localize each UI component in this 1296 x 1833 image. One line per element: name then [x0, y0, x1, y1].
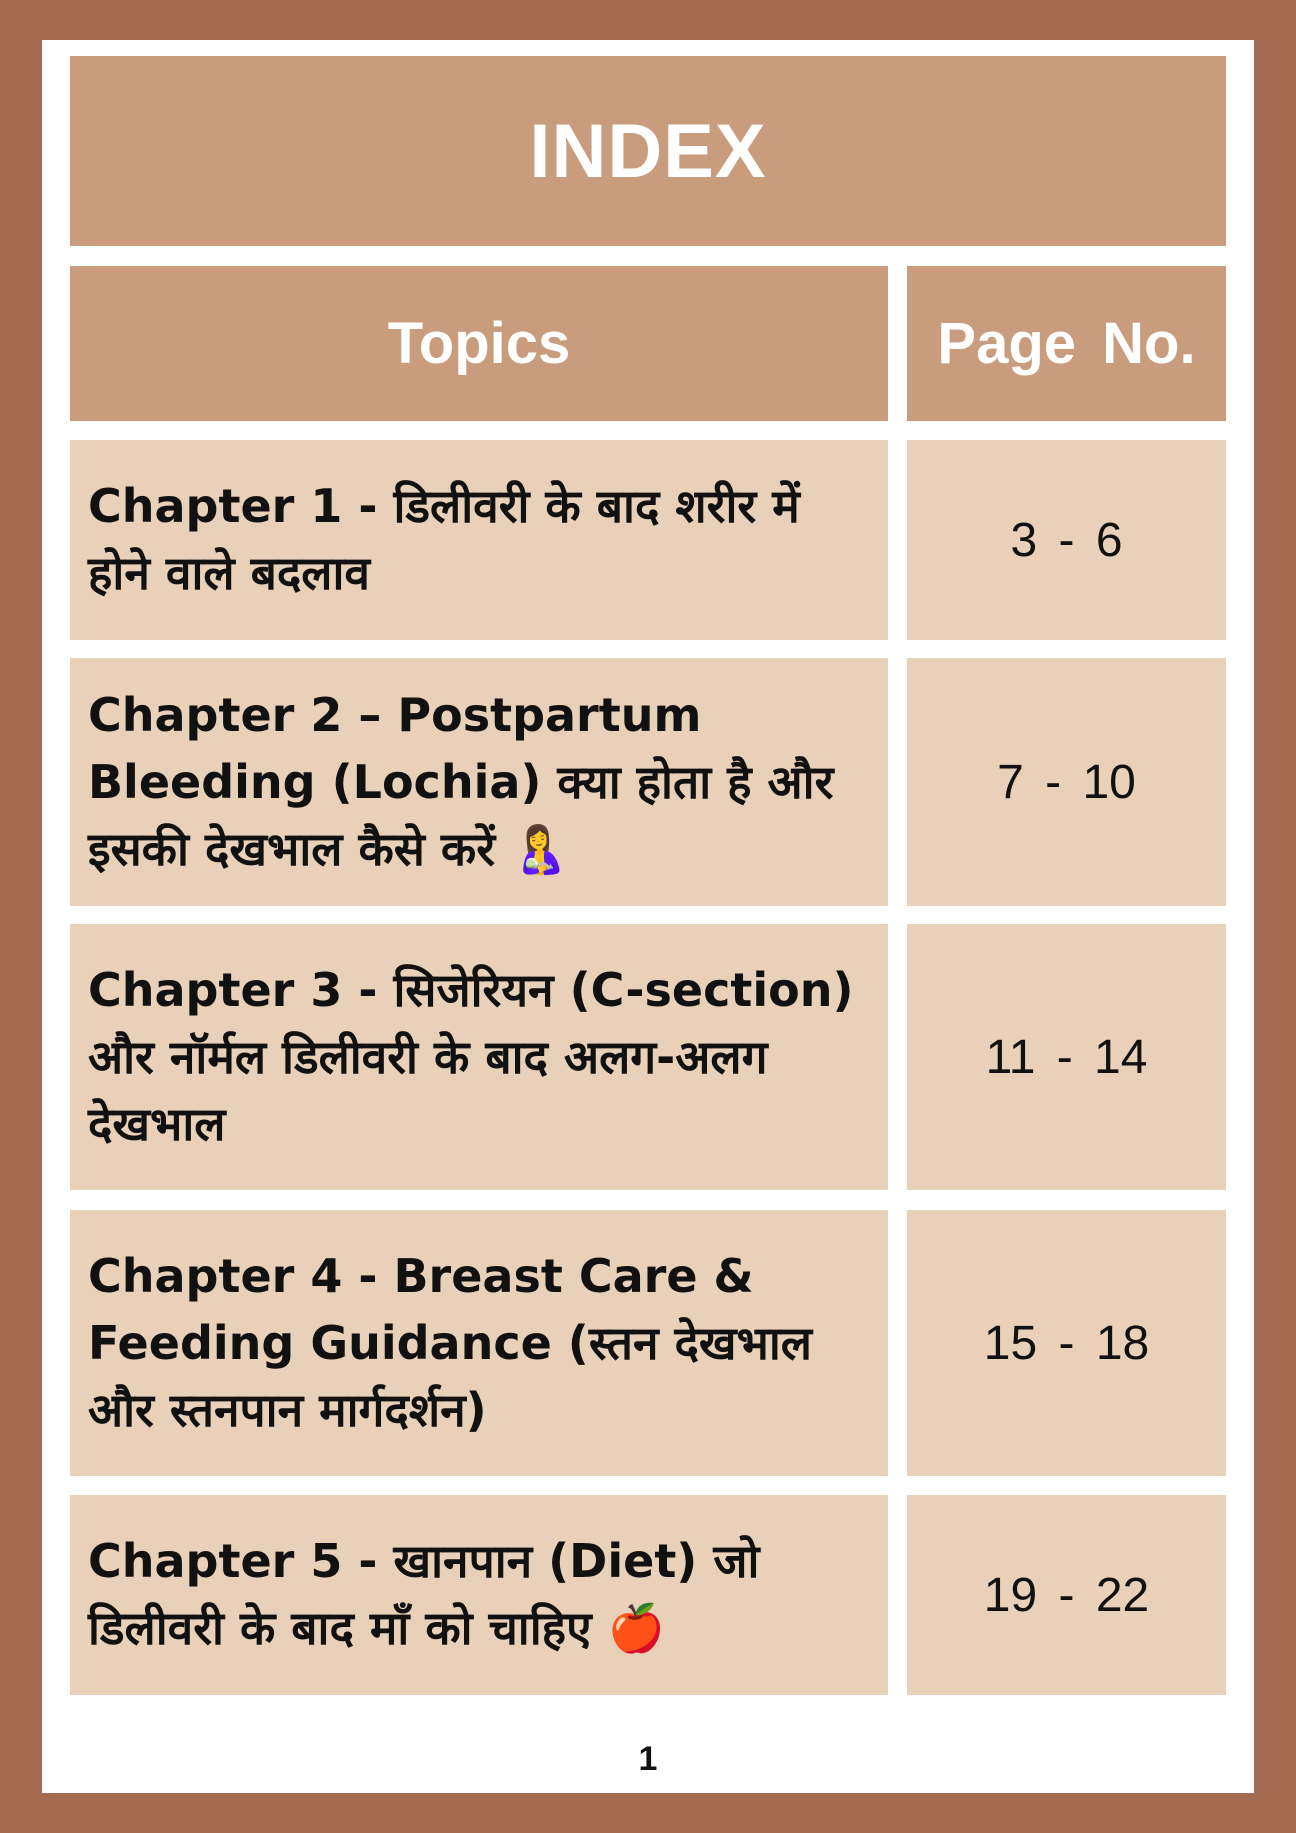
topic-row-1 [70, 440, 888, 640]
topic-row-5 [70, 1495, 888, 1695]
page-no-header: Page No. [907, 266, 1226, 421]
page-range-row-1: 3 - 6 [907, 440, 1226, 640]
topic-row-4 [70, 1210, 888, 1476]
index-title: INDEX [529, 108, 767, 194]
page-range-row-5: 19 - 22 [907, 1495, 1226, 1695]
page-range-row-3: 11 - 14 [907, 924, 1226, 1190]
page-range-row-4: 15 - 18 [907, 1210, 1226, 1476]
topic-text: Chapter 2 – Postpartum Bleeding (Lochia) क्या होता है और इसकी देखभाल कैसे करें 🤱 [88, 687, 834, 876]
page-range-row-2: 7 - 10 [907, 658, 1226, 906]
topic-text: Chapter 3 - सिजेरियन (C-section) और नॉर्मल डिलीवरी के बाद अलग-अलग देखभाल [88, 962, 854, 1151]
topic-row-3 [70, 924, 888, 1190]
page-number: 1 [638, 1740, 658, 1778]
topic-row-2 [70, 658, 888, 906]
index-page [42, 40, 1254, 1793]
topic-text: Chapter 5 - खानपान (Diet) जो डिलीवरी के बाद माँ को चाहिए 🍎 [88, 1534, 760, 1655]
index-title-bar [70, 56, 1226, 246]
topic-text: Chapter 4 - Breast Care & Feeding Guidance (स्तन देखभाल और स्तनपान मार्गदर्शन) [88, 1248, 812, 1437]
topics-header: Topics [70, 266, 888, 421]
topic-text: Chapter 1 - डिलीवरी के बाद शरीर में होने वाले बदलाव [88, 479, 800, 600]
